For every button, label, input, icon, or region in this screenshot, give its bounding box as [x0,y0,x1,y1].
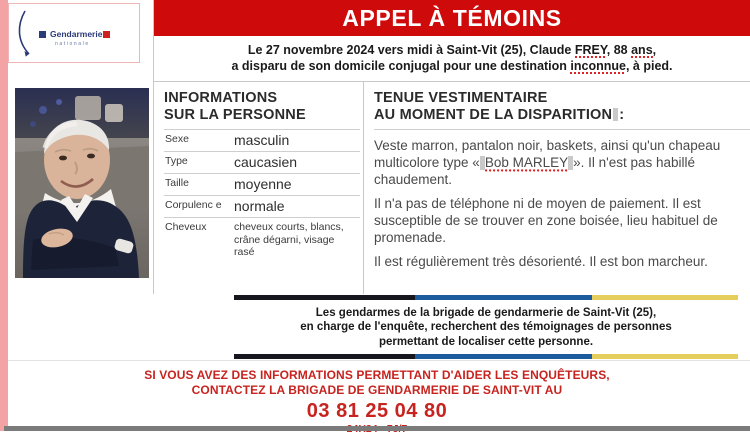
summary-line-2-b: , à pied. [625,58,673,73]
contact-line-2: CONTACTEZ LA BRIGADE DE GENDARMERIE DE SAINT-VIT AU [191,383,563,397]
clothing-paragraph-2 [374,195,750,246]
row-value: normale [233,196,360,218]
clothing-para1-line3: chaudement. [374,172,453,187]
tricolor-segment-yellow [592,354,738,359]
header-right [154,0,750,82]
clothing-heading-line2-text: AU MOMENT DE LA DISPARITION [374,107,613,123]
summary-age-unit: ans [631,42,653,57]
person-surname: FREY [574,42,607,57]
poster-header [4,0,750,82]
person-info-heading-line2: SUR LA PERSONNE [164,107,306,123]
appeal-text [234,300,738,355]
clothing-heading-line1: TENUE VESTIMENTAIRE [374,90,548,106]
tricolor-segment-blue [415,354,591,359]
missing-person-photo [15,88,149,278]
clothing-paragraph-3: Il est régulièrement très désorienté. Il est bon marcheur. [374,254,708,269]
logo-text-line1: Gendarmerie [50,29,103,39]
row-key: Taille [164,174,233,196]
table-row [164,218,360,262]
disappearance-summary [154,36,750,82]
summary-line-1 [248,42,656,58]
contact-phone-number[interactable]: 03 81 25 04 80 [306,400,448,422]
page-title: APPEL À TÉMOINS [342,4,562,31]
contact-footer [4,360,750,430]
table-row [164,196,360,218]
clothing-para2-line2: susceptible de se trouver en zone boisée, lieu habituel de [374,213,718,228]
summary-line-2-a: a disparu de son domicile conjugal pour une destination [231,58,571,73]
tricolor-bar-bottom [234,354,738,359]
table-row [164,130,360,152]
summary-line-1-a: Le 27 novembre 2024 vers midi à Saint-Vit (25), Claude [247,42,575,57]
summary-line-2 [231,58,672,74]
clothing-hat-brand: Bob MARLEY [484,155,569,170]
nbsp-marker [613,108,618,121]
title-bar [154,0,750,36]
left-edge-strip [4,0,8,431]
appeal-line-3: permettant de localiser cette personne. [378,335,594,348]
person-info-heading [164,90,363,129]
contact-line-1: SI VOUS AVEZ DES INFORMATIONS PERMETTANT D'AIDER LES ENQUÊTEURS, [144,368,610,382]
row-key: Type [164,152,233,174]
summary-line-2-word: inconnue [570,58,626,73]
row-value: caucasien [233,152,360,174]
person-info-table-body [164,130,360,262]
table-row [164,174,360,196]
row-value: masculin [233,130,360,152]
row-value: moyenne [233,174,360,196]
clothing-section [364,82,750,294]
summary-line-1-b: , 88 [606,42,632,57]
person-info-table [164,129,360,262]
gendarmerie-logo [8,3,140,63]
appeal-line-2: en charge de l'enquête, recherchent des témoignages de personnes [300,321,672,334]
appeal-band [234,294,750,360]
clothing-para1-line1: Veste marron, pantalon noir, baskets, ainsi qu'un chapeau [374,138,721,153]
photo-illustration [15,88,149,278]
appeal-band-spacer [4,294,234,360]
appeal-band-row [4,294,750,360]
row-key: Cheveux [164,218,233,262]
clothing-para2-line3: promenade. [374,230,447,245]
clothing-para2-line1: Il n'a pas de téléphone ni de moyen de paiement. Il est [374,196,701,211]
table-row [164,152,360,174]
row-value: cheveux courts, blancs, crâne dégarni, visage rasé [233,218,360,262]
appeal-line-1: Les gendarmes de la brigade de gendarmerie de Saint-Vit (25), [315,306,657,319]
bottom-edge-bar [4,426,750,431]
tricolor-segment-black [234,354,415,359]
person-info-section [154,82,364,294]
row-key: Sexe [164,130,233,152]
clothing-paragraph-1 [374,137,750,188]
summary-line-1-c: , [652,42,657,57]
clothing-para1-line2a: multicolore type « [374,155,480,170]
clothing-heading-line2 [374,107,750,124]
row-key: Corpulenc e [164,196,233,218]
person-info-heading-line1: INFORMATIONS [164,90,278,106]
divider [374,129,750,130]
gendarmerie-logo-icon [11,5,139,61]
clothing-para1-line2b: ». Il n'est pas habillé [573,155,696,170]
clothing-heading [374,90,750,124]
logo-text-line2: nationale [55,41,90,47]
poster-body [4,82,750,294]
logo-cell [4,0,154,82]
clothing-heading-colon: : [619,107,625,123]
photo-cell [4,82,154,294]
